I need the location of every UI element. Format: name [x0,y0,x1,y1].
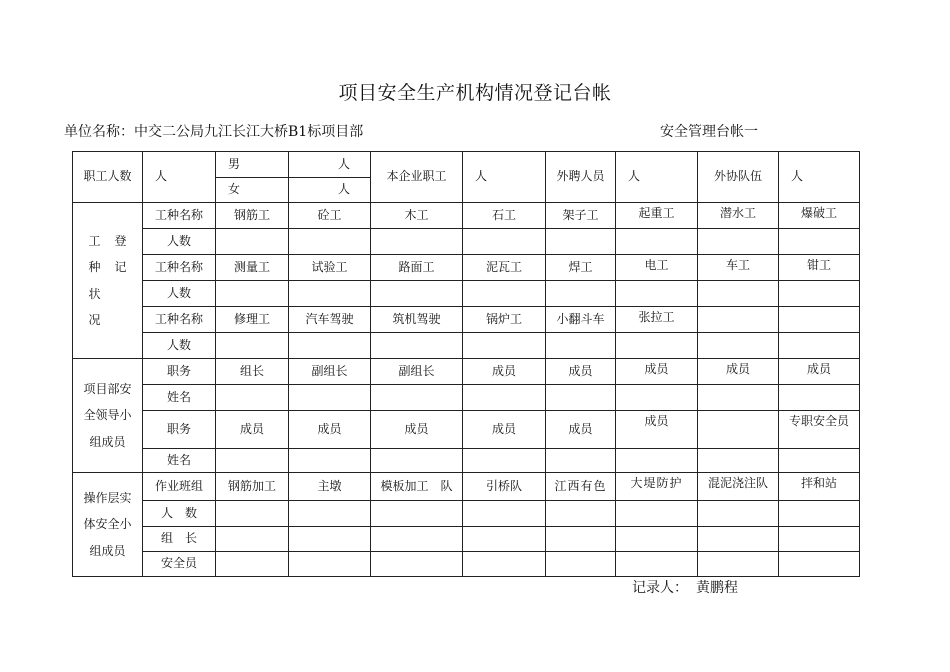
operation-label-line: 体安全小 [83,517,132,532]
trade-cell: 筑机驾驶 [371,307,463,333]
trade-section-label [73,203,143,359]
duty-cell: 成员 [546,359,616,385]
trade-cell: 试验工 [289,255,371,281]
operation-label-line: 操作层实 [83,490,132,505]
trade-cell: 电工 [616,255,698,281]
duty-cell: 成员 [616,411,698,449]
hired-unit: 人 [616,152,698,203]
trade-type-label: 工种名称 [143,307,216,333]
team-cell: 钢筋加工 [216,473,289,501]
trade-count-row-3 [73,333,860,359]
partner-label: 外协队伍 [698,152,779,203]
male-unit: 人 [289,152,371,178]
team-cell: 主墩 [289,473,371,501]
operation-leader-row [73,527,860,552]
trade-cell: 锅炉工 [463,307,546,333]
trade-cell: 泥瓦工 [463,255,546,281]
team-cell: 模板加工 队 [371,473,463,501]
trade-cell: 汽车驾驶 [289,307,371,333]
staff-count-label: 职工人数 [73,152,143,203]
duty-cell: 成员 [616,359,698,385]
trade-cell: 钳工 [779,255,860,281]
trade-count-label: 人数 [143,333,216,359]
female-label: 女 [216,178,289,203]
duty-cell: 成员 [779,359,860,385]
team-cell: 拌和站 [779,473,860,501]
duty-cell: 成员 [698,359,779,385]
operation-label-line: 组成员 [89,543,126,558]
trade-label-char: 种 [88,260,101,275]
team-cell: 大堤防护 [616,473,698,501]
trade-cell: 测量工 [216,255,289,281]
leadership-duty-row-2 [73,411,860,449]
trade-label-char: 况 [88,312,101,327]
own-staff-label: 本企业职工 [371,152,463,203]
registration-table [72,151,860,577]
trade-cell [698,307,779,333]
leadership-duty-row-1 [73,359,860,385]
team-cell: 江西有色 [546,473,616,501]
duty-cell: 成员 [546,411,616,449]
duty-label: 职务 [143,359,216,385]
operation-section-label [73,473,143,577]
trade-type-label: 工种名称 [143,255,216,281]
duty-cell: 成员 [216,411,289,449]
team-label: 作业班组 [143,473,216,501]
trade-cell: 路面工 [371,255,463,281]
operation-safety-row [73,552,860,577]
trade-label-char: 登 [114,233,127,248]
leadership-label-line: 组成员 [89,434,126,449]
trade-type-label: 工种名称 [143,203,216,229]
leadership-label-line: 全领导小 [83,408,132,423]
own-staff-unit: 人 [463,152,546,203]
trade-cell: 爆破工 [779,203,860,229]
duty-cell: 成员 [289,411,371,449]
duty-label: 职务 [143,411,216,449]
trade-cell: 小翻斗车 [546,307,616,333]
team-cell: 引桥队 [463,473,546,501]
female-unit: 人 [289,178,371,203]
trade-label-char: 状 [88,286,101,301]
ledger-label: 安全管理台帐一 [660,124,758,140]
leadership-section-label [73,359,143,473]
trade-row-3 [73,307,860,333]
trade-row-2 [73,255,860,281]
duty-cell: 成员 [463,359,546,385]
trade-cell: 张拉工 [616,307,698,333]
male-label: 男 [216,152,289,178]
duty-cell: 成员 [463,411,546,449]
trade-label-char: 记 [114,260,127,275]
trade-count-row-2 [73,281,860,307]
recorder [632,577,738,597]
team-leader-label: 组 长 [143,527,216,552]
team-safety-label: 安全员 [143,552,216,577]
leadership-name-row-1 [73,385,860,411]
trade-cell: 潜水工 [698,203,779,229]
page-title: 项目安全生产机构情况登记台帐 [338,82,612,104]
trade-cell: 石工 [463,203,546,229]
staff-row-top [73,152,860,178]
trade-cell: 砼工 [289,203,371,229]
trade-cell: 起重工 [616,203,698,229]
team-cell: 混泥浇注队 [698,473,779,501]
leadership-name-row-2 [73,449,860,473]
duty-cell: 成员 [371,411,463,449]
duty-cell: 副组长 [371,359,463,385]
unit-name: 单位名称：中交二公局九江长江大桥B1标项目部 [64,124,364,140]
trade-cell: 焊工 [546,255,616,281]
trade-cell: 木工 [371,203,463,229]
trade-count-label: 人数 [143,229,216,255]
hired-label: 外聘人员 [546,152,616,203]
name-label: 姓名 [143,385,216,411]
partner-unit: 人 [779,152,860,203]
duty-cell: 专职安全员 [779,411,860,449]
operation-team-row [73,473,860,501]
recorder-label: 记录人： [632,580,688,596]
trade-row-1 [73,203,860,229]
trade-cell: 修理工 [216,307,289,333]
trade-label-char: 工 [88,233,101,248]
staff-count-unit: 人 [143,152,216,203]
trade-count-row-1 [73,229,860,255]
duty-cell [698,411,779,449]
name-label: 姓名 [143,449,216,473]
trade-cell: 钢筋工 [216,203,289,229]
duty-cell: 副组长 [289,359,371,385]
operation-count-row [73,501,860,527]
trade-cell: 车工 [698,255,779,281]
trade-count-label: 人数 [143,281,216,307]
recorder-name: 黄鹏程 [696,580,738,596]
leadership-label-line: 项目部安 [83,381,132,396]
duty-cell: 组长 [216,359,289,385]
trade-cell [779,307,860,333]
trade-cell: 架子工 [546,203,616,229]
team-count-label: 人 数 [143,501,216,527]
